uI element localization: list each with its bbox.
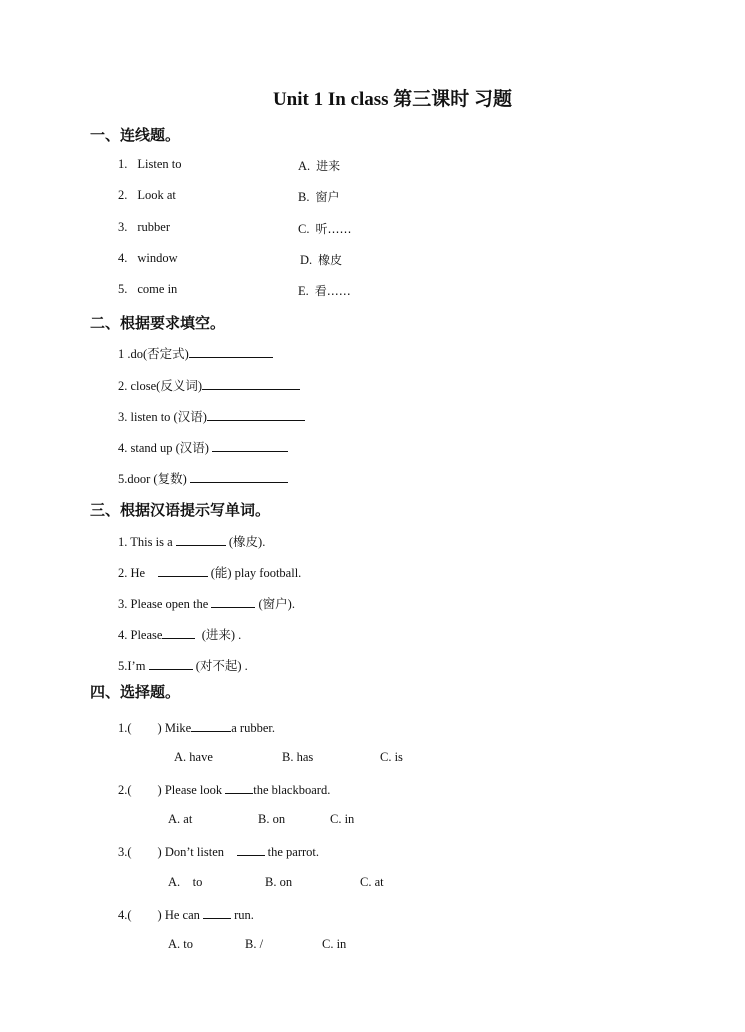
answer-blank[interactable] [162,626,195,639]
match-option: A. 进来 [298,159,341,173]
answer-blank[interactable] [176,533,226,546]
match-item: 2. Look at [118,188,176,202]
choice-question: 3.( ) Don’t listen the parrot. [118,845,319,859]
answer-blank[interactable] [203,906,231,919]
answer-paren[interactable] [132,782,158,794]
fill-item: 1 .do(否定式) [118,344,273,362]
word-item: 5.I’m (对不起) . [118,659,248,673]
section-1-heading: 一、连线题。 [90,126,181,144]
choice-option-c[interactable]: C. is [380,750,403,764]
choice-option-b[interactable]: B. has [282,750,314,764]
match-item: 3. rubber [118,220,170,234]
choice-option-b[interactable]: B. on [265,875,293,889]
match-option: B. 窗户 [298,190,340,204]
word-item: 2. He (能) play football. [118,566,302,580]
answer-blank[interactable] [211,595,255,608]
word-item: 1. This is a (橡皮). [118,535,266,549]
match-option: E. 看…… [298,284,351,298]
page-title: Unit 1 In class 第三课时 习题 [272,89,513,110]
choice-option-a[interactable]: A. to [168,875,203,889]
answer-blank[interactable] [225,781,253,794]
answer-blank[interactable] [190,470,288,483]
answer-paren[interactable] [132,844,158,856]
section-2-heading: 二、根据要求填空。 [90,314,226,332]
choice-option-c[interactable]: C. in [330,812,355,826]
word-item: 4. Please (进来) . [118,628,242,642]
match-option: C. 听…… [298,222,352,236]
fill-item: 5.door (复数) [118,469,288,487]
match-option: D. 橡皮 [300,253,343,267]
answer-blank[interactable] [237,843,265,856]
answer-blank[interactable] [202,377,300,390]
match-item: 5. come in [118,282,178,296]
choice-option-a[interactable]: A. at [168,812,193,826]
choice-question: 1.( ) Mike a rubber. [118,721,275,735]
choice-option-a[interactable]: A. have [174,750,213,764]
match-item: 4. window [118,251,178,265]
choice-question: 2.( ) Please look the blackboard. [118,783,331,797]
section-3-heading: 三、根据汉语提示写单词。 [90,501,271,519]
choice-option-b[interactable]: B. / [245,937,264,951]
fill-item: 4. stand up (汉语) [118,438,288,456]
choice-question: 4.( ) He can run. [118,908,254,922]
answer-blank[interactable] [149,657,193,670]
answer-blank[interactable] [212,439,288,452]
answer-paren[interactable] [132,907,158,919]
fill-item: 2. close(反义词) [118,376,300,394]
answer-blank[interactable] [189,345,273,358]
answer-blank[interactable] [158,564,208,577]
match-item: 1. Listen to [118,157,182,171]
choice-option-c[interactable]: C. at [360,875,384,889]
word-item: 3. Please open the (窗户). [118,597,295,611]
choice-option-c[interactable]: C. in [322,937,347,951]
section-4-heading: 四、选择题。 [90,683,181,701]
choice-option-b[interactable]: B. on [258,812,286,826]
answer-blank[interactable] [191,719,231,732]
choice-option-a[interactable]: A. to [168,937,193,951]
answer-paren[interactable] [132,720,158,732]
fill-item: 3. listen to (汉语) [118,407,305,425]
answer-blank[interactable] [207,408,305,421]
